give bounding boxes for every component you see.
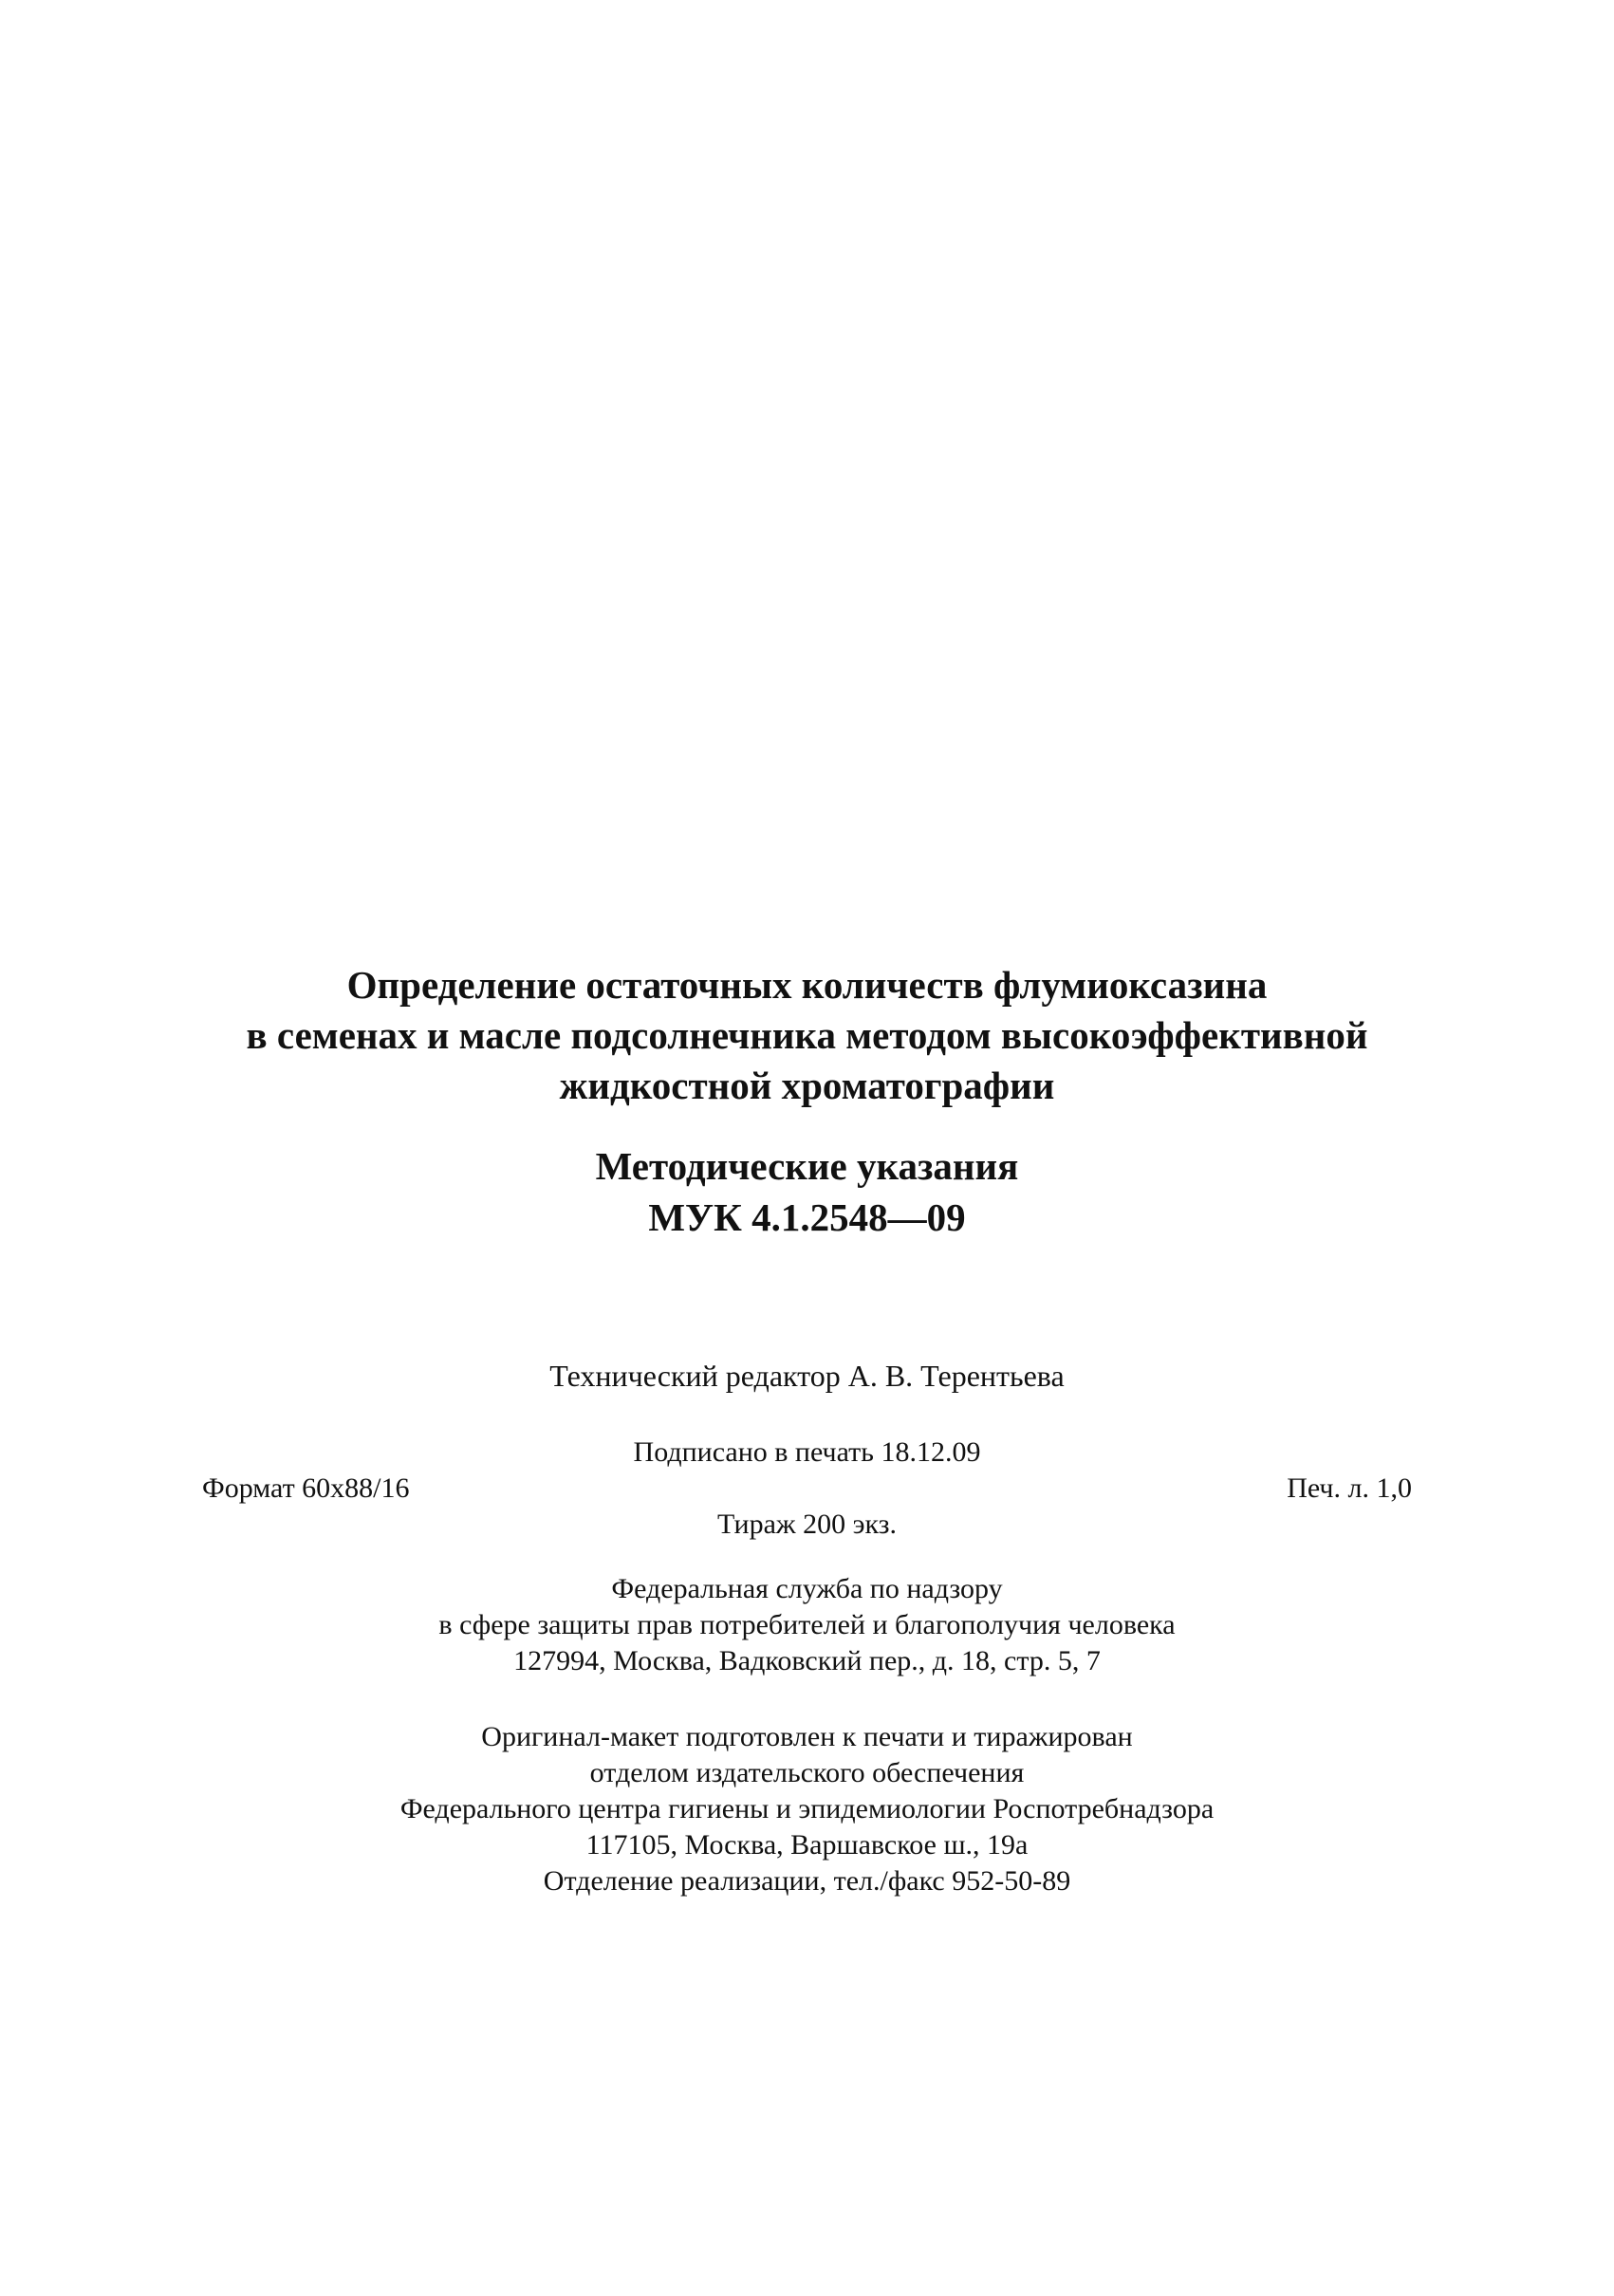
print-run: Тираж 200 экз. [716,1509,898,1540]
title-line-3: жидкостной хроматографии [559,1064,1055,1107]
technical-editor: Технический редактор А. В. Терентьева [549,1359,1065,1393]
printer-line-3: Федерального центра гигиены и эпидемиологии Роспотребнадзора [399,1793,1215,1824]
sales-contact: Отделение реализации, тел./факс 952-50-89 [543,1865,1071,1897]
printer-address: 117105, Москва, Варшавское ш., 19а [585,1829,1029,1861]
printer-info [0,1719,1614,1899]
title-line-2: в семенах и масле подсолнечника методом высокоэффективной [246,1013,1368,1057]
document-code: МУК 4.1.2548—09 [648,1195,966,1239]
document-title [0,960,1614,1111]
title-line-1: Определение остаточных количеств флумиоксазина [346,963,1268,1007]
signed-to-print: Подписано в печать 18.12.09 [633,1436,981,1468]
paper-format: Формат 60x88/16 [202,1472,410,1504]
publisher-address: 127994, Москва, Вадковский пер., д. 18, стр. 5, 7 [513,1645,1101,1676]
printer-line-2: отделом издательского обеспечения [589,1757,1025,1788]
publisher-line-2: в сфере защиты прав потребителей и благополучия человека [438,1609,1176,1640]
printed-sheets: Печ. л. 1,0 [1287,1472,1412,1504]
document-type: Методические указания [595,1144,1019,1188]
document-subtitle [0,1140,1614,1243]
publisher-info [0,1571,1614,1679]
printer-line-1: Оригинал-макет подготовлен к печати и тиражирован [481,1721,1133,1752]
publisher-line-1: Федеральная служба по надзору [611,1573,1003,1604]
